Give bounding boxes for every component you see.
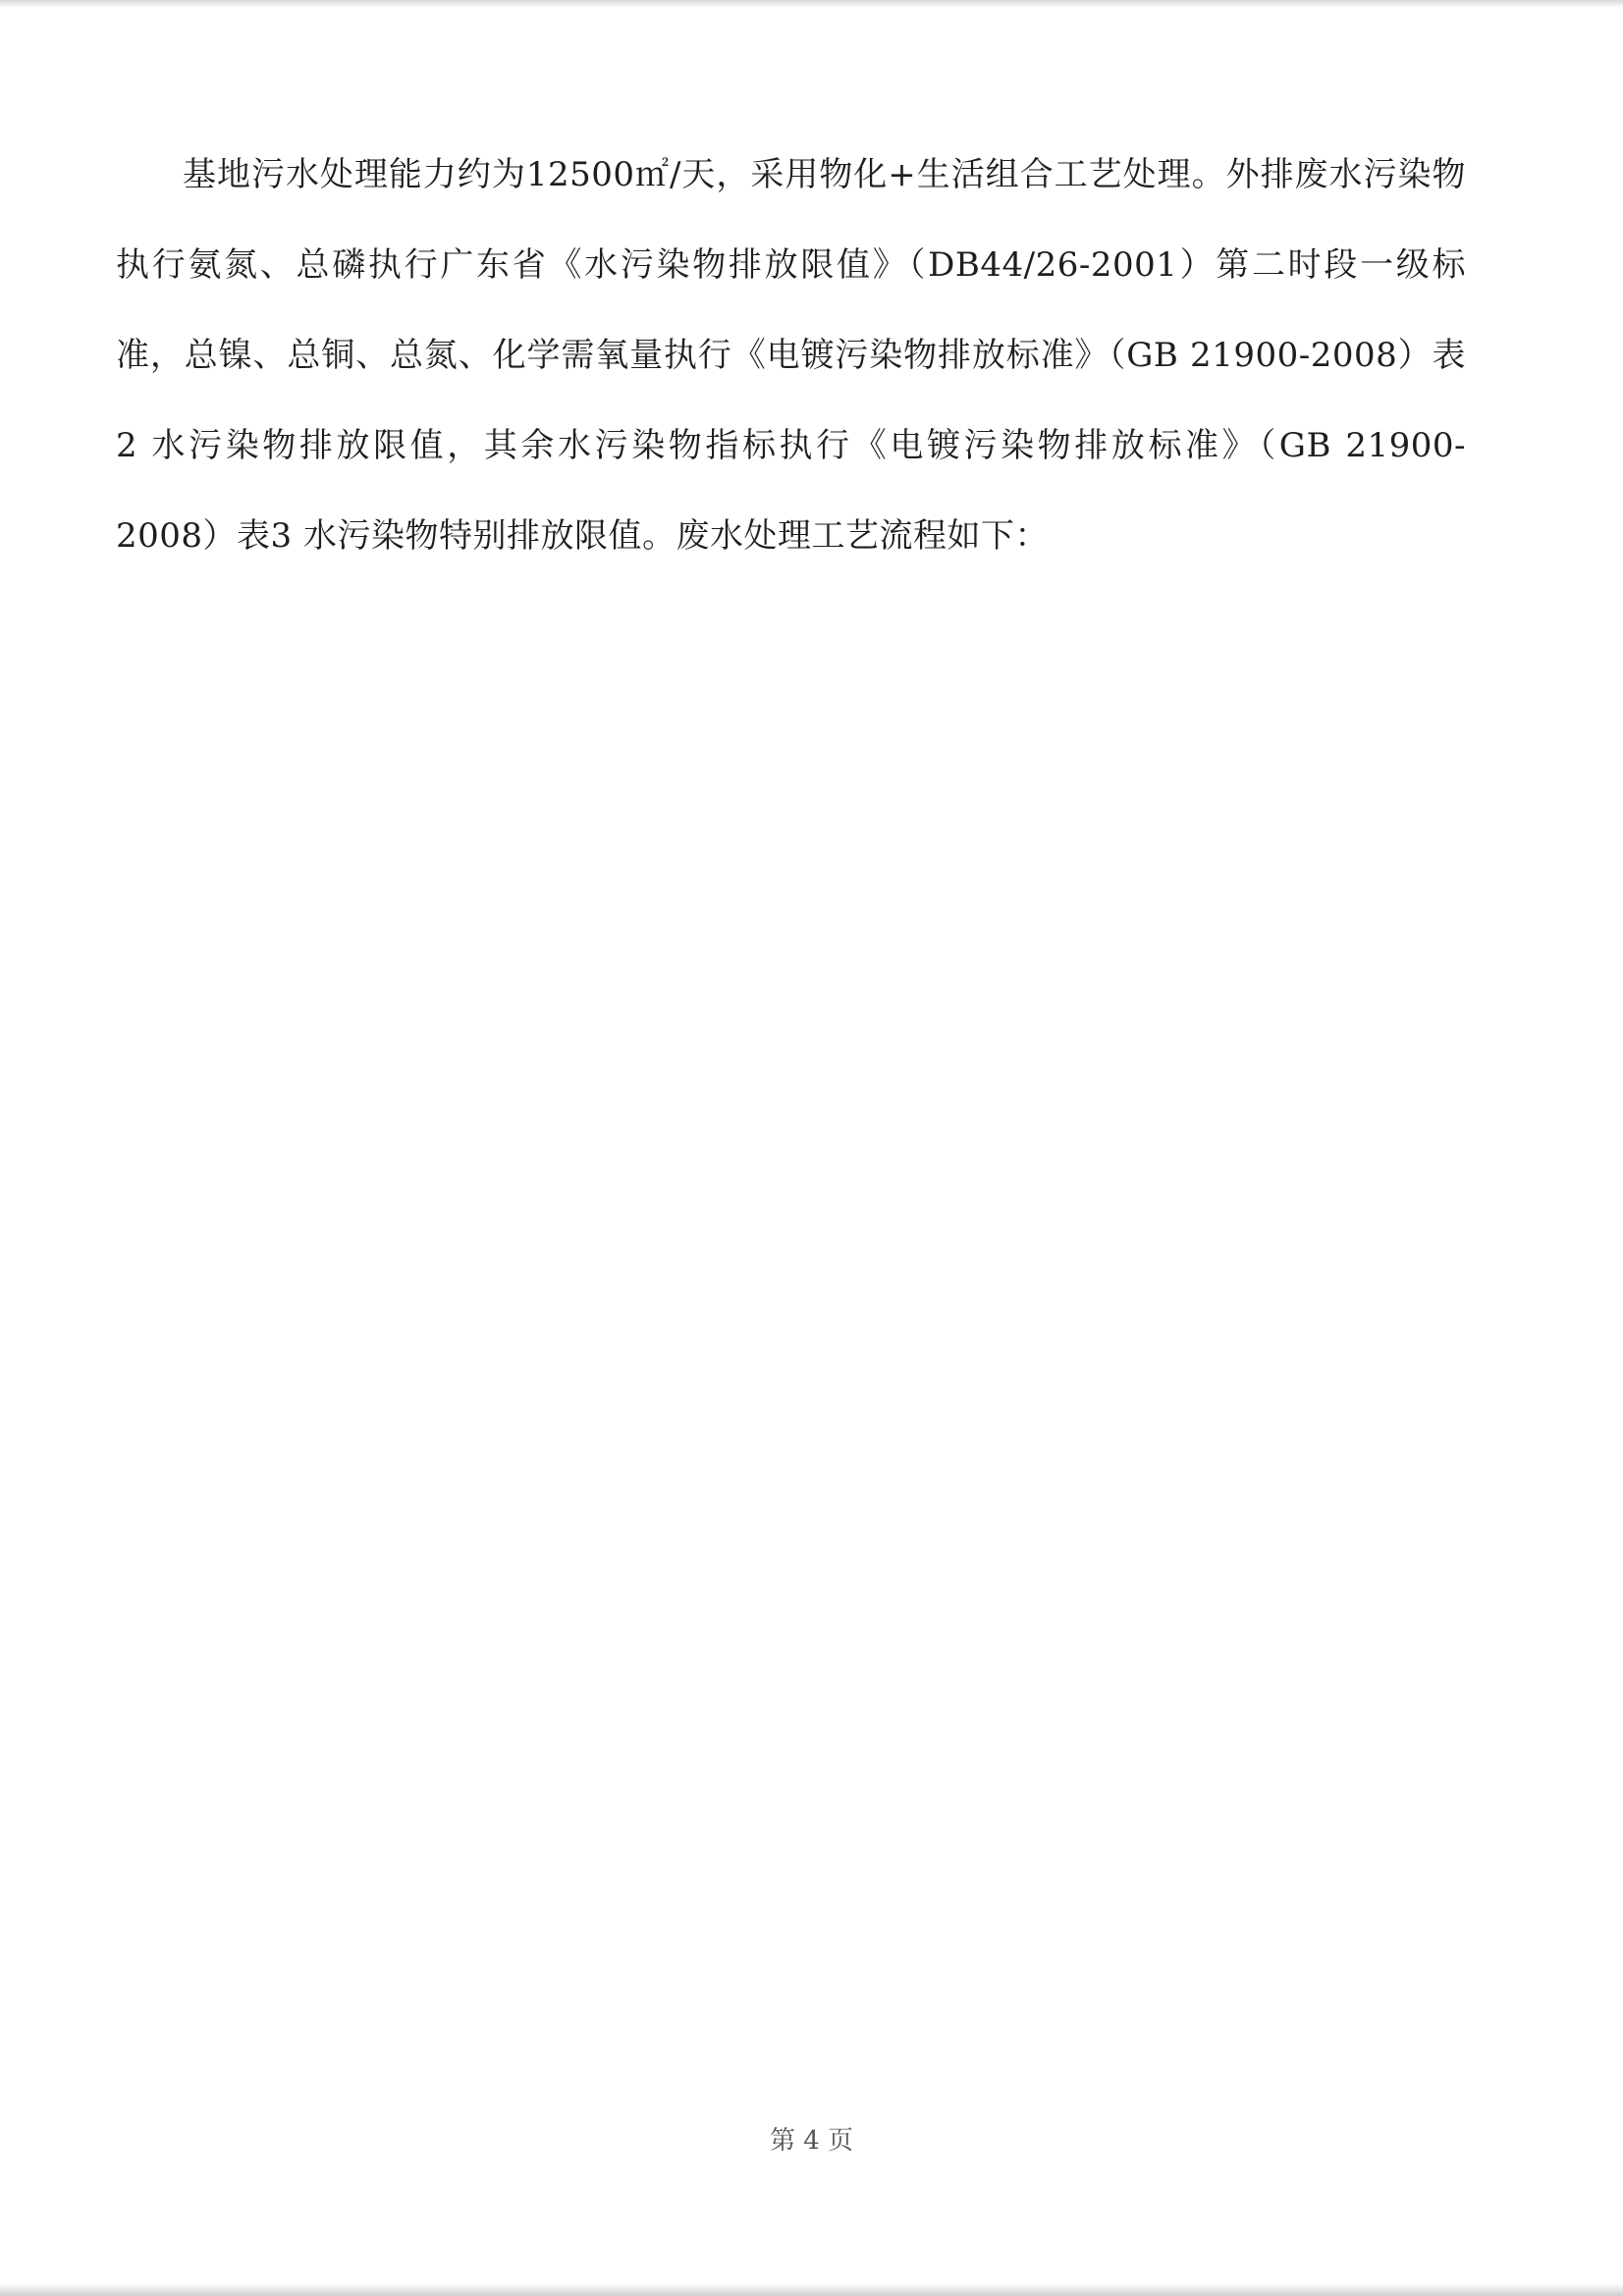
body-paragraph: 基地污水处理能力约为12500㎡/天，采用物化+生活组合工艺处理。外排废水污染物执行氨氮、总磷执行广东省《水污染物排放限值》（DB44/26-2001）第二时段一级标准，总镍、总铜、总氮、化学需氧量执行《电镀污染物排放标准》（GB 21900-2008）表2 水污染物排放限值，其余水污染物指标执行《电镀污染物排放标准》（GB 21900-2008）表3 水污染物特别排放限值。废水处理工艺流程如下：	[116, 155, 1466, 556]
scan-edge-top	[0, 0, 1623, 8]
scan-edge-bottom	[0, 2283, 1623, 2296]
page-number: 第 4 页	[769, 2126, 854, 2156]
